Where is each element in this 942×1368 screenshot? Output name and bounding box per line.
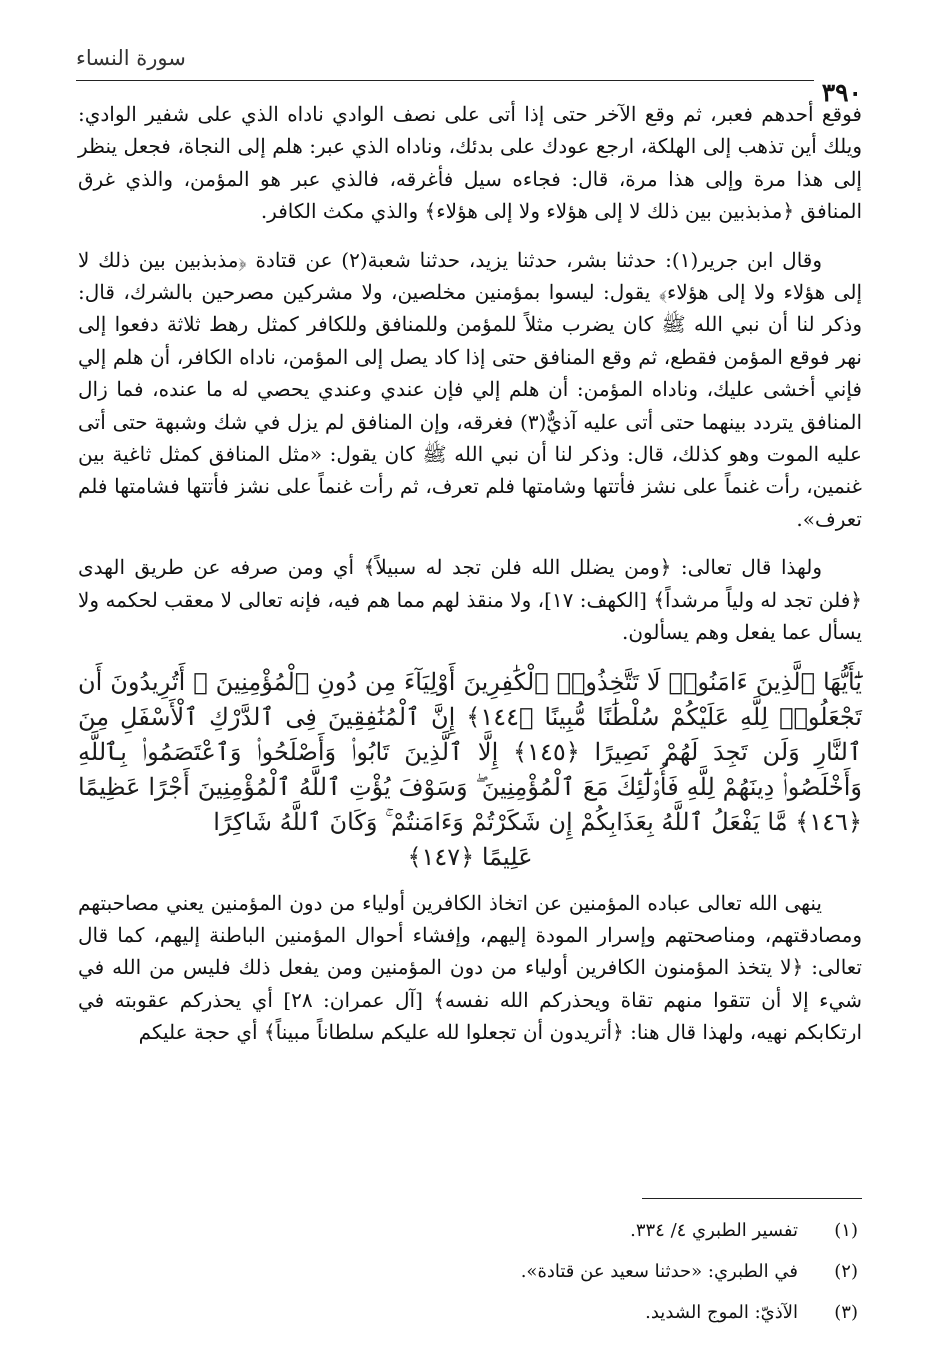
header-rule: [76, 80, 862, 81]
footnote-divider: [642, 1198, 862, 1199]
page-number: ٣٩٠: [814, 78, 862, 107]
footnote: [300, 1251, 858, 1292]
quran-last-line: عَلِيمًا ﴿١٤٧﴾: [407, 842, 533, 871]
footnote-number: (٣): [834, 1302, 858, 1323]
quran-verses-block: [78, 665, 862, 875]
page-header: [76, 42, 862, 107]
footnote-number: (٢): [834, 1261, 858, 1282]
footnote-text: الآذيّ: الموج الشديد.: [645, 1302, 798, 1323]
quran-verses: يَٰٓأَيُّهَا ٱلَّذِينَ ءَامَنُوا۟ لَا تَتَّخِذُوا۟ ٱلْكَٰفِرِينَ أَوْلِيَآءَ مِن دُونِ ٱلْمُؤْمِنِينَ ۚ أَتُرِيدُونَ أَن تَجْعَلُوا۟ لِلَّهِ عَلَيْكُمْ سُلْطَٰنًا مُّبِينًا ﴿١٤٤﴾ إِنَّ ٱلْمُنَٰفِقِينَ فِى ٱلدَّرْكِ ٱلْأَسْفَلِ مِنَ ٱلنَّارِ وَلَن تَجِدَ لَهُمْ نَصِيرًا ﴿١٤٥﴾ إِلَّا ٱلَّذِينَ تَابُوا۟ وَأَصْلَحُوا۟ وَٱعْتَصَمُوا۟ بِٱللَّهِ وَأَخْلَصُوا۟ دِينَهُمْ لِلَّهِ فَأُو۟لَٰٓئِكَ مَعَ ٱلْمُؤْمِنِينَ ۖ وَسَوْفَ يُؤْتِ ٱللَّهُ ٱلْمُؤْمِنِينَ أَجْرًا عَظِيمًا ﴿١٤٦﴾ مَّا يَفْعَلُ ٱللَّهُ بِعَذَابِكُمْ إِن شَكَرْتُمْ وَءَامَنتُمْ ۚ وَكَانَ ٱللَّهُ شَاكِرًا: [78, 667, 862, 836]
footnote: [300, 1292, 858, 1333]
footnote-number: (١): [834, 1220, 858, 1241]
paragraph: ينهى الله تعالى عباده المؤمنين عن اتخاذ الكافرين أولياء من دون المؤمنين يعني مصاحبتهم ومصادقتهم، ومناصحتهم وإسرار المودة إليهم، وإفشاء أحوال المؤمنين الباطنة إليهم، كما قال تعالى: ﴿لا يتخذ المؤمنون الكافرين أولياء من دون المؤمنين ومن يفعل ذلك فليس من الله في شيء إلا أن تتقوا منهم تقاة ويحذركم الله نفسه﴾ [آل عمران: ٢٨] أي يحذركم عقوبته في ارتكابكم نهيه، ولهذا قال هنا: ﴿أتريدون أن تجعلوا لله عليكم سلطاناً مبيناً﴾ أي حجة عليكم: [78, 890, 862, 1045]
main-text: [78, 98, 862, 1065]
footnote-text: في الطبري: «حدثنا سعيد عن قتادة».: [520, 1261, 798, 1282]
footnote: [300, 1210, 858, 1251]
footnotes: [300, 1210, 858, 1333]
surah-title: سورة النساء: [76, 46, 186, 70]
paragraph: وقال ابن جرير(١): حدثنا بشر، حدثنا يزيد، حدثنا شعبة(٢) عن قتادة ﴿مذبذبين بين ذلك لا إلى هؤلاء ولا إلى هؤلاء﴾ يقول: ليسوا بمؤمنين مخلصين، ولا مشركين مصرحين بالشرك، قال: وذكر لنا أن نبي الله ﷺ كان يضرب مثلاً للمؤمن وللمنافق وللكافر كمثل رهط ثلاثة دفعوا إلى نهر فوقع المؤمن فقطع، ثم وقع المنافق حتى إذا كاد يصل إلى المؤمن، ناداه الكافر، أن هلم إلي فإني أخشى عليك، وناداه المؤمن: أن هلم إلي فإن عندي وعندي يحصي له ما عنده، فما زال المنافق يتردد بينهما حتى أتى عليه آذيٌّ(٣) فغرقه، وإن المنافق لم يزل في شك وشبهة حتى أتى عليه الموت وهو كذلك، قال: وذكر لنا أن نبي الله ﷺ كان يقول: «مثل المنافق كمثل ثاغية بين غنمين، رأت غنماً على نشز فأتتها وشامتها فلم تعرف، ثم رأت غنماً على نشز فأتتها فشامتها فلم تعرف».: [78, 247, 862, 531]
footnote-text: تفسير الطبري ٤/ ٣٣٤.: [630, 1220, 798, 1241]
paragraph: فوقع أحدهم فعبر، ثم وقع الآخر حتى إذا أتى على نصف الوادي ناداه الذي على شفير الوادي: ويلك أين تذهب إلى الهلكة، ارجع عودك على بدئك، وناداه الذي عبر: هلم إلى النجاة، فجعل ينظر إلى هذا مرة وإلى هذا مرة، قال: فجاءه سيل فأغرقه، فالذي عبر هو المؤمن، والذي غرق المنافق ﴿مذبذبين بين ذلك لا إلى هؤلاء ولا إلى هؤلاء﴾ والذي مكث الكافر.: [78, 102, 862, 224]
paragraph: ولهذا قال تعالى: ﴿ومن يضلل الله فلن تجد له سبيلاً﴾ أي ومن صرفه عن طريق الهدى ﴿فلن تجد له ولياً مرشداً﴾ [الكهف: ١٧]، ولا منقذ لهم مما هم فيه، فإنه تعالى لا معقب لحكمه ولا يسأل عما يفعل وهم يسألون.: [78, 555, 862, 645]
